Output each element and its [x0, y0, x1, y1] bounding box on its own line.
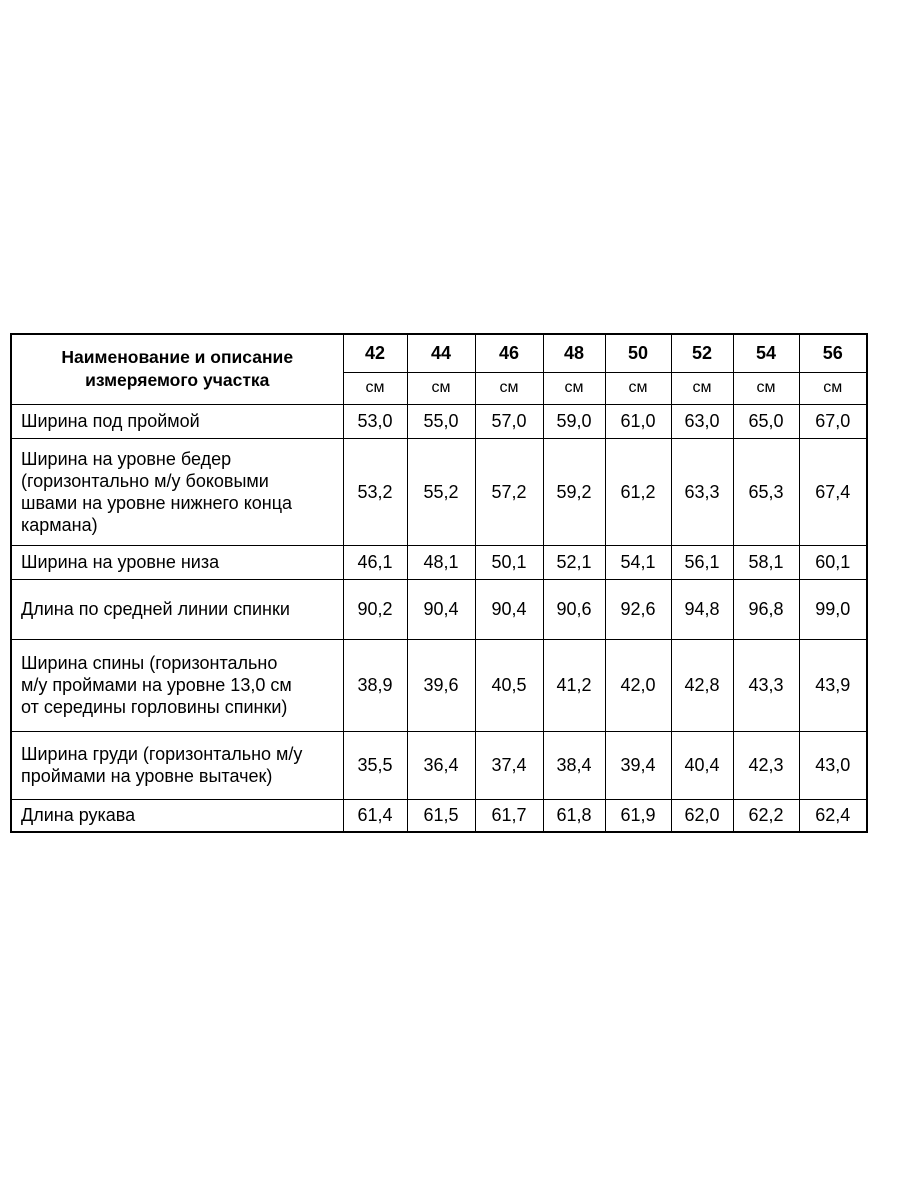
size-header-cell: 52 [671, 334, 733, 372]
value-cell: 62,0 [671, 799, 733, 832]
value-cell: 46,1 [343, 545, 407, 579]
size-header-cell: 48 [543, 334, 605, 372]
row-label-cell [11, 731, 343, 799]
value-cell: 62,4 [799, 799, 867, 832]
size-header-cell: 54 [733, 334, 799, 372]
row-label-line: проймами на уровне вытачек) [21, 766, 273, 786]
value-cell: 37,4 [475, 731, 543, 799]
value-cell: 36,4 [407, 731, 475, 799]
value-cell: 57,2 [475, 438, 543, 545]
value-cell: 38,9 [343, 639, 407, 731]
value-cell: 35,5 [343, 731, 407, 799]
value-cell: 55,0 [407, 404, 475, 438]
value-cell: 58,1 [733, 545, 799, 579]
header-row-sizes [11, 334, 867, 372]
size-header-cell: 46 [475, 334, 543, 372]
row-label-cell [11, 404, 343, 438]
row-label-line: Ширина на уровне бедер [21, 448, 232, 469]
value-cell: 48,1 [407, 545, 475, 579]
value-cell: 42,3 [733, 731, 799, 799]
value-cell: 99,0 [799, 579, 867, 639]
value-cell: 61,2 [605, 438, 671, 545]
unit-cell: см [799, 372, 867, 404]
table-row [11, 438, 867, 545]
unit-cell: см [671, 372, 733, 404]
size-header-cell: 56 [799, 334, 867, 372]
row-label-line: Ширина спины (горизонтально [21, 653, 278, 673]
size-table [10, 333, 868, 833]
unit-cell: см [343, 372, 407, 404]
value-cell: 53,0 [343, 404, 407, 438]
value-cell: 42,8 [671, 639, 733, 731]
value-cell: 92,6 [605, 579, 671, 639]
row-label-line: Длина по средней линии спинки [21, 599, 290, 619]
size-header-cell: 42 [343, 334, 407, 372]
row-label-cell [11, 545, 343, 579]
value-cell: 60,1 [799, 545, 867, 579]
row-label-line: от середины горловины спинки) [21, 697, 288, 717]
table-body [11, 334, 867, 832]
value-cell: 38,4 [543, 731, 605, 799]
size-header-cell: 44 [407, 334, 475, 372]
value-cell: 59,0 [543, 404, 605, 438]
header-title-line: Наименование и описание [61, 347, 294, 368]
value-cell: 59,2 [543, 438, 605, 545]
row-label-line: Ширина под проймой [21, 411, 200, 431]
row-label-cell [11, 639, 343, 731]
value-cell: 56,1 [671, 545, 733, 579]
value-cell: 61,7 [475, 799, 543, 832]
table-row [11, 404, 867, 438]
value-cell: 41,2 [543, 639, 605, 731]
row-label-line: кармана) [21, 514, 98, 535]
unit-cell: см [543, 372, 605, 404]
value-cell: 90,6 [543, 579, 605, 639]
row-label-cell [11, 438, 343, 545]
row-label-line: Ширина на уровне низа [21, 552, 220, 572]
table-row [11, 799, 867, 832]
value-cell: 52,1 [543, 545, 605, 579]
value-cell: 90,2 [343, 579, 407, 639]
row-label-cell [11, 799, 343, 832]
value-cell: 40,5 [475, 639, 543, 731]
value-cell: 50,1 [475, 545, 543, 579]
unit-cell: см [733, 372, 799, 404]
table-row [11, 579, 867, 639]
row-label-line: Ширина груди (горизонтально м/у [21, 744, 303, 764]
table-row [11, 639, 867, 731]
value-cell: 42,0 [605, 639, 671, 731]
table-row [11, 731, 867, 799]
value-cell: 61,9 [605, 799, 671, 832]
row-label-line: м/у проймами на уровне 13,0 см [21, 675, 292, 695]
header-title-cell [11, 334, 343, 404]
value-cell: 65,3 [733, 438, 799, 545]
header-title-line: измеряемого участка [85, 370, 270, 391]
value-cell: 43,3 [733, 639, 799, 731]
value-cell: 53,2 [343, 438, 407, 545]
value-cell: 94,8 [671, 579, 733, 639]
value-cell: 67,4 [799, 438, 867, 545]
value-cell: 67,0 [799, 404, 867, 438]
row-label-line: швами на уровне нижнего конца [21, 492, 293, 513]
value-cell: 65,0 [733, 404, 799, 438]
value-cell: 43,9 [799, 639, 867, 731]
value-cell: 63,3 [671, 438, 733, 545]
row-label-line: Длина рукава [21, 805, 136, 826]
unit-cell: см [605, 372, 671, 404]
value-cell: 61,5 [407, 799, 475, 832]
value-cell: 54,1 [605, 545, 671, 579]
value-cell: 55,2 [407, 438, 475, 545]
value-cell: 90,4 [475, 579, 543, 639]
value-cell: 61,8 [543, 799, 605, 832]
row-label-line: (горизонтально м/у боковыми [21, 470, 269, 491]
table-row [11, 545, 867, 579]
value-cell: 43,0 [799, 731, 867, 799]
value-cell: 61,0 [605, 404, 671, 438]
value-cell: 61,4 [343, 799, 407, 832]
value-cell: 63,0 [671, 404, 733, 438]
row-label-cell [11, 579, 343, 639]
value-cell: 96,8 [733, 579, 799, 639]
value-cell: 90,4 [407, 579, 475, 639]
unit-cell: см [475, 372, 543, 404]
value-cell: 57,0 [475, 404, 543, 438]
value-cell: 39,4 [605, 731, 671, 799]
unit-cell: см [407, 372, 475, 404]
value-cell: 40,4 [671, 731, 733, 799]
size-header-cell: 50 [605, 334, 671, 372]
value-cell: 62,2 [733, 799, 799, 832]
value-cell: 39,6 [407, 639, 475, 731]
